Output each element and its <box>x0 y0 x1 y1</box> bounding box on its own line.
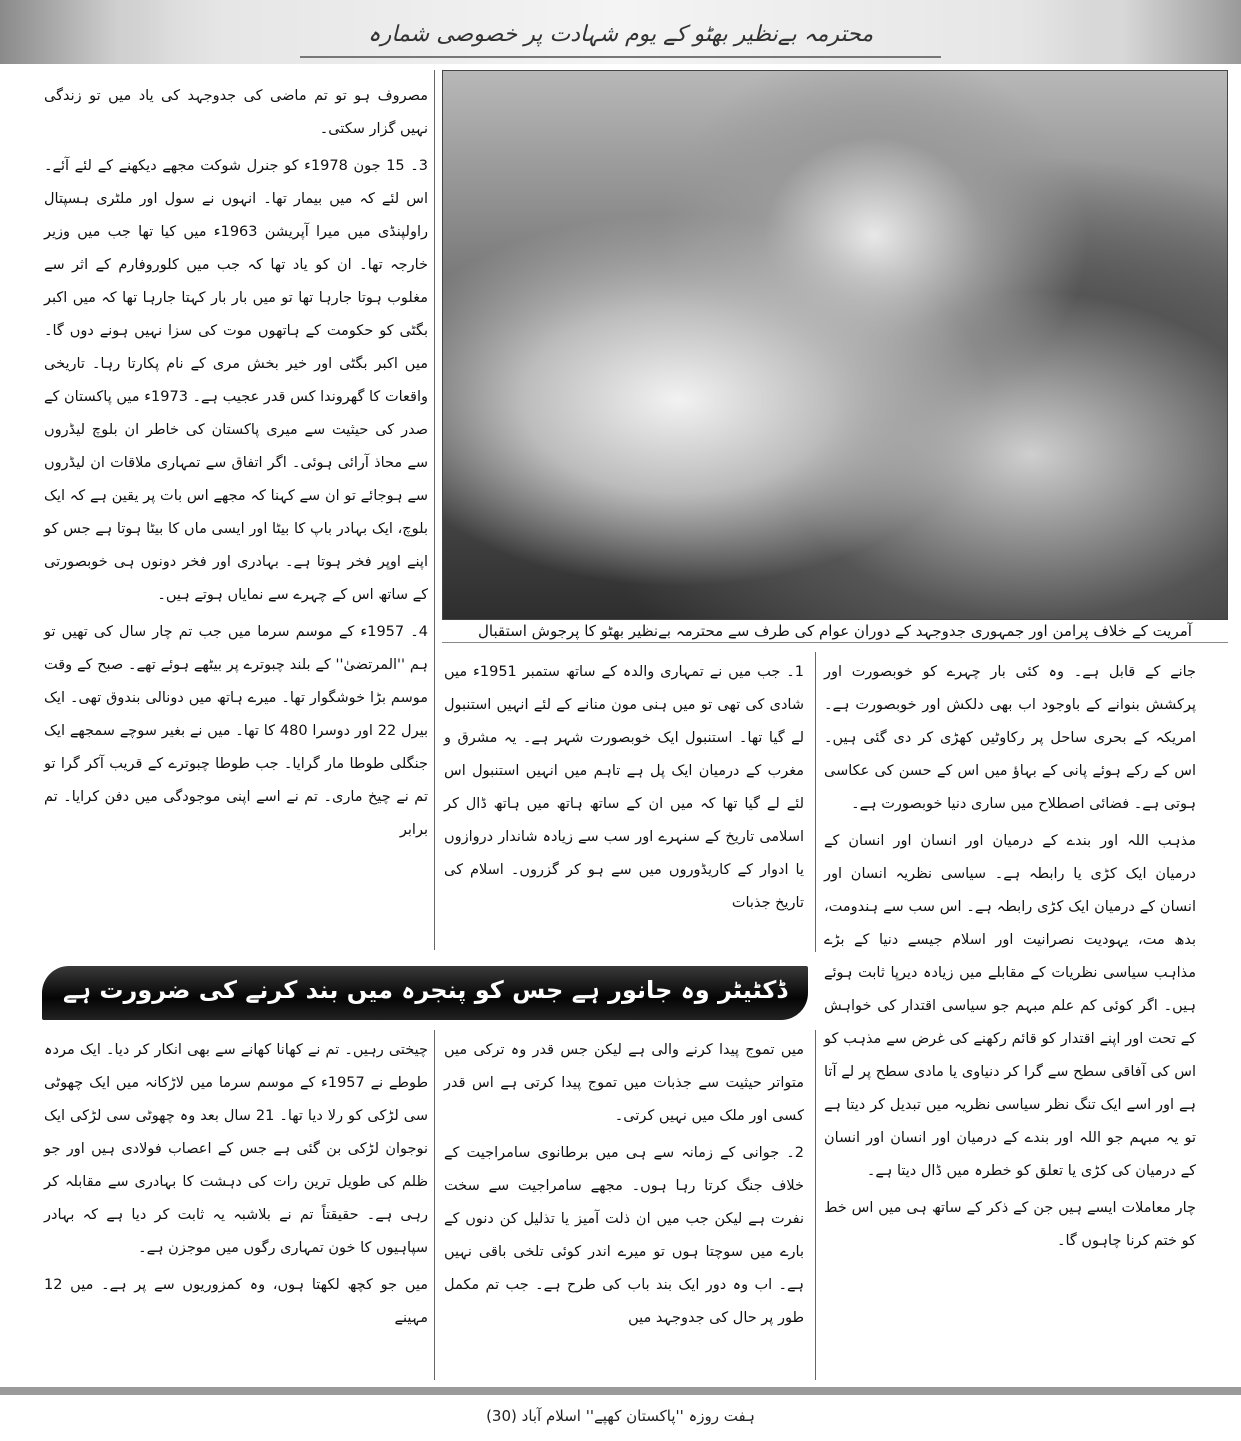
column-divider <box>434 1030 435 1380</box>
column-middle-bottom <box>444 1034 804 1380</box>
footer-bar <box>0 1387 1241 1395</box>
paragraph: 4۔ 1957ء کے موسم سرما میں جب تم چار سال کی تھیں تو ہم ''المرتضیٰ'' کے بلند چبوترے پر بیٹھے ہوئے تھے۔ صبح کے وقت موسم بڑا خوشگوار تھا۔ میرے ہاتھ میں دونالی بندوق تھی۔ ایک بیرل 22 اور دوسرا 480 کا تھا۔ میں نے بغیر سوچے سمجھے ایک جنگلی طوطا مار گرایا۔ جب طوطا چبوترے کے قریب آکر گرا تو تم نے چیخ ماری۔ تم نے اسے اپنی موجودگی میں دفن کرایا۔ تم برابر <box>44 624 428 838</box>
photo-caption: آمریت کے خلاف پرامن اور جمہوری جدوجہد کے دوران عوام کی طرف سے محترمہ بےنظیر بھٹو کا پرجوش استقبال <box>442 620 1228 643</box>
paragraph: جانے کے قابل ہے۔ وہ کئی بار چہرے کو خوبصورت اور پرکشش بنوانے کے باوجود اب بھی دلکش اور خوبصورت ہے۔ امریکہ کے بحری ساحل پر رکاوٹیں کھڑی کر دی گئی ہیں۔ اس کے رکے ہوئے پانی کے بہاؤ میں اس کے حسن کی عکاسی ہوتی ہے۔ فضائی اصطلاح میں ساری دنیا خوبصورت ہے۔ <box>824 664 1196 812</box>
paragraph: 1۔ جب میں نے تمہاری والدہ کے ساتھ ستمبر 1951ء میں شادی کی تھی تو میں ہنی مون منانے کے لئے انہیں استنبول لے گیا تھا۔ استنبول ایک خوبصورت شہر ہے۔ یہ مشرق و مغرب کے درمیان ایک پل ہے تاہم میں انہیں استنبول اس لئے لے گیا تھا کہ میں ان کے ساتھ ہاتھ میں ہاتھ ڈال کر اسلامی تاریخ کے سنہرے اور سب سے زیادہ شاندار دروازوں یا ادوار کے کاریڈوروں میں سے ہو کر گزروں۔ اسلام کی تاریخ جذبات <box>444 664 804 911</box>
paragraph: چار معاملات ایسے ہیں جن کے ذکر کے ساتھ ہی میں اس خط کو ختم کرنا چاہوں گا۔ <box>824 1200 1196 1249</box>
banner-text: ڈکٹیٹر وہ جانور ہے جس کو پنجرہ میں بند کرنے کی ضرورت ہے <box>62 976 788 1004</box>
column-divider <box>815 652 816 952</box>
paragraph: مصروف ہو تو تم ماضی کی جدوجہد کی یاد میں تو زندگی نہیں گزار سکتی۔ <box>44 88 428 137</box>
column-right <box>824 656 1196 1384</box>
column-left-top <box>44 80 428 838</box>
paragraph: 3۔ 15 جون 1978ء کو جنرل شوکت مجھے دیکھنے کے لئے آئے۔ اس لئے کہ میں بیمار تھا۔ انہوں نے سول اور ملٹری ہسپتال راولپنڈی میں میرا آپریشن 1963ء میں کیا تھا جب میں وزیر خارجہ تھا۔ ان کو یاد تھا کہ جب میں کلوروفارم کے اثر سے مغلوب ہوتا جارہا تھا تو میں بار بار کہتا جارہا تھا کہ میں اکبر بگٹی کو حکومت کے ہاتھوں موت کی سزا نہیں ہونے دوں گا۔ میں اکبر بگٹی اور خیر بخش مری کے نام پکارتا رہا۔ تاریخی واقعات کا گھروندا کس قدر عجیب ہے۔ 1973ء میں پاکستان کے صدر کی حیثیت سے میری پاکستان کی خاطر ان بلوچ لیڈروں سے محاذ آرائی ہوئی۔ اگر اتفاق سے تمہاری ملاقات ان لیڈروں سے ہوجائے تو ان سے کہنا کہ مجھے اس بات پر یقین ہے کہ ایک بلوچ، ایک بہادر باپ کا بیٹا اور ایسی ماں کا بیٹا ہوتا ہے جس کو اپنے اوپر فخر ہوتا ہے۔ بہادری اور فخر دونوں ہی خوبصورتی کے ساتھ اس کے چہرے سے نمایاں ہوتے ہیں۔ <box>44 158 428 603</box>
news-photo <box>442 70 1228 620</box>
column-left-bottom <box>44 1034 428 1380</box>
paragraph: چیختی رہیں۔ تم نے کھانا کھانے سے بھی انکار کر دیا۔ ایک مردہ طوطے نے 1957ء کے موسم سرما میں لاڑکانہ میں ایک چھوٹی سی لڑکی کو رلا دیا تھا۔ 21 سال بعد وہ چھوٹی سی لڑکی ایک نوجوان لڑکی بن گئی ہے جس کے اعصاب فولادی ہیں اور جو ظلم کی طویل ترین رات کی دہشت کا بہادری سے مقابلہ کر رہی ہے۔ حقیقتاً تم نے بلاشبہ یہ ثابت کر دیا ہے کہ بہادر سپاہیوں کا خون تمہاری رگوں میں موجزن ہے۔ <box>44 1042 428 1256</box>
header-title: محترمہ بےنظیر بھٹو کے یوم شہادت پر خصوصی شمارہ <box>367 22 874 47</box>
headline-banner <box>42 966 808 1020</box>
paragraph: میں تموج پیدا کرنے والی ہے لیکن جس قدر وہ ترکی میں متواتر حیثیت سے جذبات میں تموج پیدا کرتی ہے اس قدر کسی اور ملک میں نہیں کرتی۔ <box>444 1042 804 1124</box>
footer-text: ہفت روزہ ''پاکستان کھپے'' اسلام آباد (30) <box>486 1407 755 1425</box>
paragraph: میں جو کچھ لکھتا ہوں، وہ کمزوریوں سے پر ہے۔ میں 12 مہینے <box>44 1277 428 1326</box>
paragraph: مذہب اللہ اور بندے کے درمیان اور انسان اور انسان کے درمیان ایک کڑی یا رابطہ ہے۔ سیاسی نظریہ انسان اور انسان کے درمیان ایک کڑی رابطہ ہے۔ اس سب سے ہندومت، بدھ مت، یہودیت نصرانیت اور اسلام جیسے دنیا کے بڑے مذاہب سیاسی نظریات کے مقابلے میں زیادہ دیرپا ثابت ہوئے ہیں۔ اگر کوئی کم علم مبہم جو سیاسی اقتدار کی خواہش کے تحت اور اپنے اقتدار کو قائم رکھنے کی غرض سے مذہب کو اس کی آفاقی سطح سے گرا کر دنیاوی یا مادی سطح پر لے آتا ہے اور اسے ایک تنگ نظر سیاسی نظریہ میں تبدیل کر دیتا ہے تو یہ مبہم جو اللہ اور بندے کے درمیان اور انسان اور انسان کے درمیان کی کڑی یا تعلق کو خطرہ میں ڈال دیتا ہے۔ <box>824 833 1196 1179</box>
column-middle-top <box>444 656 804 956</box>
header-rule <box>300 56 941 58</box>
column-divider <box>815 1030 816 1380</box>
column-divider <box>434 70 435 950</box>
paragraph: 2۔ جوانی کے زمانہ سے ہی میں برطانوی سامراجیت کے خلاف جنگ کرتا رہا ہوں۔ مجھے سامراجیت سے سخت نفرت ہے لیکن جب میں ان ذلت آمیز یا تذلیل کن دنوں کے بارے میں سوچتا ہوں تو میرے اندر کوئی تلخی باقی نہیں ہے۔ اب وہ دور ایک بند باب کی طرح ہے۔ جب تم مکمل طور پر حال کی جدوجہد میں <box>444 1145 804 1326</box>
page-header <box>0 0 1241 64</box>
